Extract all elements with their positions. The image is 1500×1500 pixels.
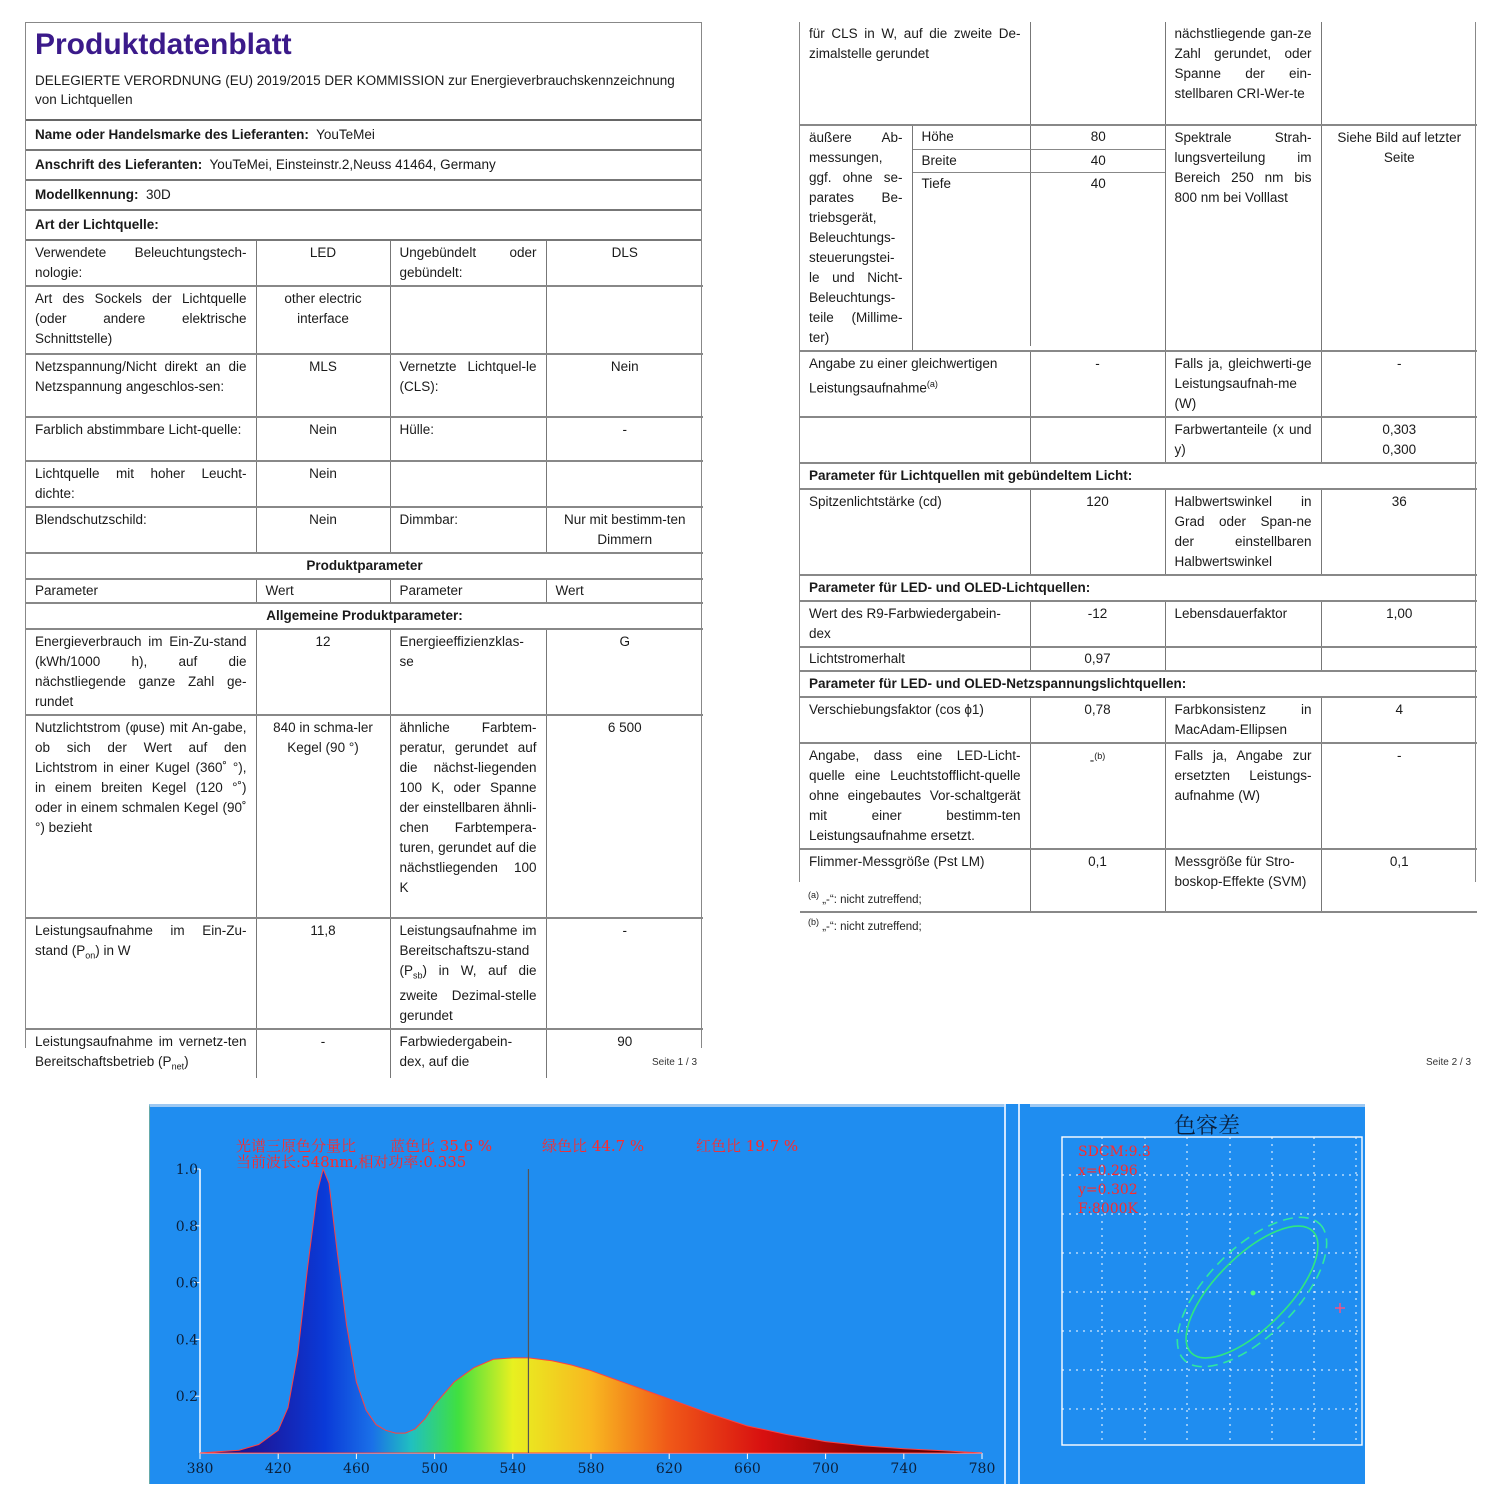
table-row xyxy=(800,647,1477,671)
table-row xyxy=(26,461,703,507)
table-cell: - xyxy=(256,1029,390,1079)
x-tick-label: 420 xyxy=(264,1461,292,1477)
table-cell: - xyxy=(546,918,703,1029)
mains-heading: Parameter für LED- und OLED-Netzspannungslichtquellen: xyxy=(800,671,1477,697)
model-row xyxy=(26,181,701,211)
table-row xyxy=(800,601,1477,647)
section-heading-row xyxy=(800,463,1477,489)
table-row xyxy=(26,507,703,553)
section-heading-row xyxy=(26,553,703,579)
table-cell: Farbkonsistenz in MacAdam-Ellipsen xyxy=(1165,697,1321,743)
y-tick-label: 0.4 xyxy=(175,1332,198,1349)
spectrum-chart xyxy=(150,1107,1005,1484)
x-tick-label: 380 xyxy=(186,1461,214,1477)
table-cell xyxy=(1321,22,1477,125)
sdcm-value: SDCM:9.3 xyxy=(1078,1144,1151,1160)
table-cell: -12 xyxy=(1030,601,1165,647)
table-row xyxy=(26,354,703,417)
table-cell: 4 xyxy=(1321,697,1477,743)
table-cell: äußere Ab-messungen, ggf. ohne se-parates Be-triebsgerät, Beleuchtungs-steuerungstei-le und Nicht-Beleuchtungs-teile (Millime-ter) xyxy=(800,125,912,351)
table-row xyxy=(800,351,1477,417)
dimensions-cell xyxy=(912,125,1165,351)
table-cell: other electric interface xyxy=(256,286,390,354)
led-heading: Parameter für LED- und OLED-Lichtquellen: xyxy=(800,575,1477,601)
x-coordinate: x=0.296 xyxy=(1078,1163,1138,1179)
footnote-ref: (b) xyxy=(1094,751,1106,761)
footnote-text: „-“: nicht zutreffend; xyxy=(822,920,922,933)
x-tick-label: 580 xyxy=(577,1461,605,1477)
supplier-name-label: Name oder Handelsmarke des Lieferanten: xyxy=(35,127,309,142)
table-cell xyxy=(546,461,703,507)
table-row xyxy=(26,241,703,286)
table-cell: 6 500 xyxy=(546,715,703,918)
table-row xyxy=(800,489,1477,575)
light-type-label: Art der Lichtquelle: xyxy=(35,217,159,232)
supplier-name-row xyxy=(26,121,701,151)
color-tolerance-chart xyxy=(1030,1107,1365,1484)
green-ratio: 绿色比 44.7 % xyxy=(542,1137,645,1155)
footnotes xyxy=(808,884,922,938)
table-cell: Lichtquelle mit hoher Leucht-dichte: xyxy=(26,461,256,507)
cell-text: ) in W xyxy=(95,943,131,958)
x-tick-label: 660 xyxy=(734,1461,761,1477)
table-cell: 1,00 xyxy=(1321,601,1477,647)
table-cell: 36 xyxy=(1321,489,1477,575)
table-cell: - xyxy=(1321,743,1477,849)
table-cell: Farblich abstimmbare Licht-quelle: xyxy=(26,417,256,461)
table-cell: - xyxy=(1321,351,1477,417)
table-cell: Dimmbar: xyxy=(390,507,546,553)
x-tick-label: 700 xyxy=(812,1461,839,1477)
table-row xyxy=(26,1029,703,1079)
section-heading-row xyxy=(26,603,703,629)
blue-ratio: 蓝色比 35.6 % xyxy=(390,1137,493,1155)
table-cell: Flimmer-Messgröße (Pst LM) xyxy=(800,849,1030,912)
current-wavelength: 当前波长:548nm,相对功率:0.335 xyxy=(236,1153,467,1171)
table-cell: - xyxy=(546,417,703,461)
table-cell: Wert des R9-Farbwiedergabein-dex xyxy=(800,601,1030,647)
table-cell: Art des Sockels der Lichtquelle (oder andere elektrische Schnittstelle) xyxy=(26,286,256,354)
table-cell: 11,8 xyxy=(256,918,390,1029)
table-cell xyxy=(1321,417,1477,463)
footnote-mark: (b) xyxy=(808,916,819,927)
table-cell: 90 xyxy=(617,1033,633,1049)
panel-title: 色容差 xyxy=(1173,1114,1241,1139)
table-cell xyxy=(800,417,1030,463)
measured-point xyxy=(1251,1291,1256,1296)
table-cell xyxy=(390,918,546,1029)
footnote-a xyxy=(808,884,922,911)
table-cell: Spektrale Strah-lungsverteilung im Bereich 250 nm bis 800 nm bei Volllast xyxy=(1165,125,1321,351)
table-cell: 120 xyxy=(1030,489,1165,575)
model-id: 30D xyxy=(146,187,171,202)
supplier-address: YouTeMei, Einsteinstr.2,Neuss 41464, Germany xyxy=(209,157,496,172)
table-row xyxy=(26,715,703,918)
general-params-heading: Allgemeine Produktparameter: xyxy=(26,603,703,629)
height-value: 80 xyxy=(1031,126,1166,149)
height-label: Höhe xyxy=(913,126,1031,149)
table-cell: Nein xyxy=(256,507,390,553)
table-cell: 840 in schma-ler Kegel (90 °) xyxy=(256,715,390,918)
table-cell: Angabe, dass eine LED-Licht-quelle eine Leuchtstofflicht-quelle ohne eingebautes Vor-schaltgerät mit einer bestimm-ten Leistungsaufnahme ersetzt. xyxy=(800,743,1030,849)
target-cross xyxy=(1335,1303,1345,1313)
footnote-b xyxy=(808,911,922,938)
width-value: 40 xyxy=(1031,149,1166,172)
table-cell xyxy=(390,461,546,507)
subscript: sb xyxy=(413,970,423,981)
y-coordinate: y=0.302 xyxy=(1078,1182,1138,1198)
table-cell: Energieverbrauch im Ein-Zu-stand (kWh/1000 h), auf die nächstliegende ganze Zahl ge-rundet xyxy=(26,629,256,715)
table-cell xyxy=(800,351,1030,417)
table-cell: MLS xyxy=(256,354,390,417)
table-cell xyxy=(1030,743,1165,849)
footnote-ref: (a) xyxy=(926,379,938,389)
x-tick-label: 540 xyxy=(499,1461,527,1477)
table-cell: Farbwiedergabein-dex, auf die xyxy=(390,1029,546,1079)
width-label: Breite xyxy=(913,149,1031,172)
table-cell: 0,1 xyxy=(1321,849,1477,912)
table-cell: Lebensdauerfaktor xyxy=(1165,601,1321,647)
table-cell: Ungebündelt oder gebündelt: xyxy=(390,241,546,286)
light-source-table xyxy=(26,241,703,1078)
table-cell xyxy=(26,1029,256,1079)
table-cell xyxy=(1165,647,1321,671)
column-header: Wert xyxy=(546,579,703,603)
table-row xyxy=(26,629,703,715)
table-row xyxy=(800,743,1477,849)
table-cell xyxy=(390,286,546,354)
table-cell: Halbwertswinkel in Grad oder Span-ne der einstellbaren Halbwertswinkel xyxy=(1165,489,1321,575)
supplier-address-row xyxy=(26,151,701,181)
column-header-row xyxy=(26,579,703,603)
cell-text: ) xyxy=(184,1053,189,1069)
table-cell: DLS xyxy=(546,241,703,286)
table-cell: für CLS in W, auf die zweite De-zimalstelle gerundet xyxy=(800,22,1030,125)
cell-text: - xyxy=(1089,752,1095,768)
table-row xyxy=(800,22,1477,125)
datasheet-page-2 xyxy=(799,22,1476,889)
table-row xyxy=(800,697,1477,743)
table-cell: Hülle: xyxy=(390,417,546,461)
table-cell xyxy=(26,918,256,1029)
table-cell: Nur mit bestimm-ten Dimmern xyxy=(546,507,703,553)
table-cell: Farbwertanteile (x und y) xyxy=(1165,417,1321,463)
table-cell: Nein xyxy=(546,354,703,417)
table-cell: Vernetzte Lichtquel-le (CLS): xyxy=(390,354,546,417)
footnote-text: „-“: nicht zutreffend; xyxy=(822,893,922,906)
table-cell: Lichtstromerhalt xyxy=(800,647,1030,671)
color-tolerance-panel xyxy=(1030,1104,1365,1484)
column-header: Parameter xyxy=(26,579,256,603)
section-heading-row xyxy=(800,671,1477,697)
ratio-label: 光谱三原色分量比 xyxy=(236,1137,357,1155)
table-cell: Blendschutzschild: xyxy=(26,507,256,553)
subscript: net xyxy=(171,1061,185,1072)
subscript: on xyxy=(85,950,96,961)
footnote-mark: (a) xyxy=(808,890,819,900)
table-cell: LED xyxy=(256,241,390,286)
panel-divider xyxy=(1018,1104,1030,1484)
table-cell: 0,1 xyxy=(1030,849,1165,912)
table-cell: G xyxy=(546,629,703,715)
table-cell: Nein xyxy=(256,417,390,461)
chroma-x: 0,303 xyxy=(1382,422,1417,437)
table-cell xyxy=(1321,647,1477,671)
table-row xyxy=(800,125,1477,351)
table-cell: nächstliegende gan-ze Zahl gerundet, oder Spanne der ein-stellbaren CRI-Wer-te xyxy=(1165,22,1321,125)
supplier-address-label: Anschrift des Lieferanten: xyxy=(35,157,203,172)
supplier-name: YouTeMei xyxy=(316,127,375,142)
page-number: Seite 1 / 3 xyxy=(652,1057,698,1068)
table-cell: Falls ja, gleichwerti-ge Leistungsaufnah-me (W) xyxy=(1165,351,1321,417)
spectrum-area xyxy=(200,1169,982,1453)
parameters-table xyxy=(800,22,1477,913)
table-cell: ähnliche Farbtem-peratur, gerundet auf die nächst-liegenden 100 K, oder Spanne der einstellbaren ähnli-chen Farbtempera-turen, gerundet auf die nächstliegenden 100 K xyxy=(390,715,546,918)
table-cell: Spitzenlichtstärke (cd) xyxy=(800,489,1030,575)
chroma-y: 0,300 xyxy=(1382,442,1417,457)
table-cell xyxy=(1030,22,1165,125)
table-cell xyxy=(546,286,703,354)
x-tick-label: 460 xyxy=(343,1461,370,1477)
cell-text: ) in W, auf die zweite Dezimal-stelle gerundet xyxy=(399,963,537,1023)
table-cell: Falls ja, Angabe zur ersetzten Leistungs-aufnahme (W) xyxy=(1165,743,1321,849)
product-params-heading: Produktparameter xyxy=(26,553,703,579)
spectrum-panel xyxy=(149,1104,1004,1484)
f-value: F:8000K xyxy=(1078,1201,1139,1217)
table-cell: 0,97 xyxy=(1030,647,1165,671)
table-row xyxy=(26,286,703,354)
y-tick-label: 0.6 xyxy=(175,1275,198,1292)
x-tick-label: 620 xyxy=(655,1461,683,1477)
table-cell: Messgröße für Stro-boskop-Effekte (SVM) xyxy=(1165,849,1321,912)
cell-text: Angabe zu einer gleichwertigen Leistungsaufnahme xyxy=(809,356,998,396)
x-tick-label: 740 xyxy=(890,1461,918,1477)
depth-label: Tiefe xyxy=(913,172,1031,346)
model-label: Modellkennung: xyxy=(35,187,139,202)
table-cell: 0,78 xyxy=(1030,697,1165,743)
table-cell xyxy=(1030,417,1165,463)
column-header: Parameter xyxy=(390,579,546,603)
x-tick-label: 780 xyxy=(968,1461,996,1477)
table-row xyxy=(800,417,1477,463)
table-row xyxy=(26,417,703,461)
section-heading-row xyxy=(800,575,1477,601)
table-cell: 12 xyxy=(256,629,390,715)
regulation-text: DELEGIERTE VERORDNUNG (EU) 2019/2015 DER KOMMISSION zur Energieverbrauchskennzeichnung von Lichtquellen xyxy=(26,67,701,121)
directional-heading: Parameter für Lichtquellen mit gebündeltem Licht: xyxy=(800,463,1477,489)
table-cell: Netzspannung/Nicht direkt an die Netzspannung angeschlos-sen: xyxy=(26,354,256,417)
cell-text: Leistungsaufnahme im vernetz-ten Bereitschaftsbetrieb (P xyxy=(35,1033,247,1069)
table-cell: Nein xyxy=(256,461,390,507)
red-ratio: 红色比 19.7 % xyxy=(696,1137,799,1155)
y-tick-label: 1.0 xyxy=(175,1162,198,1178)
table-cell: Nutzlichtstrom (φuse) mit An-gabe, ob sich der Wert auf den Lichtstrom in einer Kugel (360˚ °), in einem breiten Kegel (120 °˚) oder in einem schmalen Kegel (90˚ °) bezieht xyxy=(26,715,256,918)
page-number: Seite 2 / 3 xyxy=(1426,1057,1472,1068)
y-tick-label: 0.2 xyxy=(175,1389,198,1406)
depth-value: 40 xyxy=(1090,175,1106,191)
cell-text: Leistungsaufnahme im Bereitschaftszu-stand (P xyxy=(399,923,537,978)
table-cell: Verwendete Beleuchtungstech-nologie: xyxy=(26,241,256,286)
table-cell: Siehe Bild auf letzter Seite xyxy=(1321,125,1477,351)
table-row xyxy=(26,918,703,1029)
column-header: Wert xyxy=(256,579,390,603)
page-title: Produktdatenblatt xyxy=(35,28,292,61)
table-cell: - xyxy=(1030,351,1165,417)
x-tick-label: 500 xyxy=(421,1461,448,1477)
y-tick-label: 0.8 xyxy=(175,1218,198,1235)
table-cell: Energieeffizienzklas-se xyxy=(390,629,546,715)
table-cell: Verschiebungsfaktor (cos ϕ1) xyxy=(800,697,1030,743)
light-type-row xyxy=(26,211,701,241)
panel-divider xyxy=(1004,1104,1018,1484)
cell-text: Leistungsaufnahme im Ein-Zu-stand (P xyxy=(35,923,247,958)
